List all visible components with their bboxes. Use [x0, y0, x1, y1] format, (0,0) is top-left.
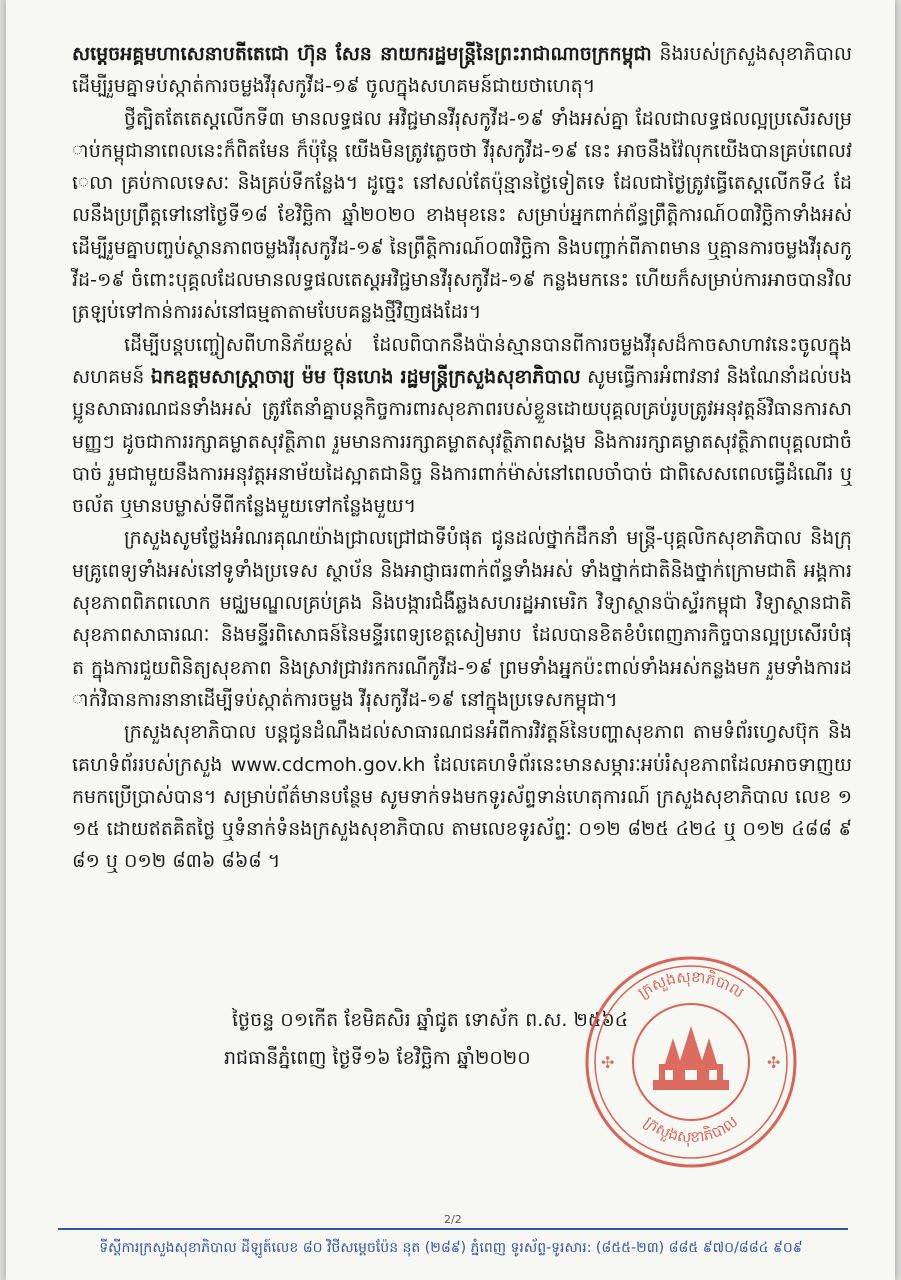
seal-bottom-text: ក្រសួងសុខាភិបាល	[640, 1112, 742, 1147]
svg-text:✣: ✣	[601, 1053, 615, 1072]
date-solar: រាជធានីភ្នំពេញ ថ្ងៃទី១៦ ខែវិច្ឆិកា ឆ្នាំ២០២០	[224, 1047, 531, 1069]
paragraph-3-bold: ឯកឧត្តមសាស្ត្រាចារ្យ ម៉ម ប៊ុនហេង រដ្ឋមន្ត្រីក្រសួងសុខាភិបាល	[150, 365, 581, 388]
paragraph-5: ក្រសួងសុខាភិបាល បន្តជូនដំណឹងដល់សាធារណជនអំពីការវិវត្តន៍នៃបញ្ហាសុខភាព តាមទំព័រហ្វេសប៊ុក និងគេហទំព័ររបស់ក្រសួង www.cdcmoh.gov.kh ដែលគេហទំព័រនេះមានសម្ភារៈអប់រំសុខភាពដែលអាចទាញយកមកប្រើប្រាស់បាន។ សម្រាប់ព័ត៌មានបន្ថែម សូមទាក់ទងមកទូរស័ព្ទទាន់ហេតុការណ៍ ក្រសួងសុខាភិបាល លេខ ១១៥ ដោយឥតគិតថ្លៃ ឬទំនាក់ទំនងក្រសួងសុខាភិបាល តាមលេខទូរស័ព្ទៈ ០១២ ៨២៥ ៤២៤ ឬ ០១២ ៤៨៨ ៩៨១ ឬ ០១២ ៨៣៦ ៨៦៨ ។	[72, 721, 852, 873]
svg-text:✣: ✣	[767, 1053, 781, 1072]
paragraph-4: ក្រសួងសូមថ្លែងអំណរគុណយ៉ាងជ្រាលជ្រៅជាទីបំផុត ជូនដល់ថ្នាក់ដឹកនាំ មន្ត្រី-បុគ្គលិកសុខាភិបាល និងក្រុមគ្រូពេទ្យទាំងអស់នៅទូទាំងប្រទេស ស្ថាប័ន និងអាជ្ញាធរពាក់ព័ន្ធទាំងអស់ ទាំងថ្នាក់ជាតិនិងថ្នាក់ក្រោមជាតិ អង្គការសុខភាពពិភពលោក មជ្ឈមណ្ឌលគ្រប់គ្រង និងបង្ការជំងឺឆ្លងសហរដ្ឋអាមេរិក វិទ្យាស្ថានប៉ាស្ទ័រកម្ពុជា វិទ្យាស្ថានជាតិសុខភាពសាធារណៈ និងមន្ទីរពិសោធន៍នៃមន្ទីរពេទ្យខេត្តសៀមរាប ដែលបានខិតខំបំពេញភារកិច្ចបានល្អប្រសើរបំផុត ក្នុងការជួយពិនិត្យសុខភាព និងស្រាវជ្រាវរកករណីកូវីដ-១៩ ព្រមទាំងអ្នកប៉ះពាល់ទាំងអស់កន្លងមក រួមទាំងការដាក់វិធានការនានាដើម្បីទប់ស្កាត់ការចម្លង វីរុសកូវីដ-១៩ នៅក្នុងប្រទេសកម្ពុជា។	[72, 527, 852, 711]
paragraph-1-bold: សម្ដេចអគ្គមហាសេនាបតីតេជោ ហ៊ុន សែន នាយករដ្ឋមន្ត្រីនៃព្រះរាជាណាចក្រកម្ពុជា	[72, 43, 652, 65]
paragraph-1	[72, 38, 852, 103]
footer-rule	[58, 1228, 848, 1230]
paragraph-3-text-a: ដើម្បីបន្តបញ្ចៀសពីហានិភ័យខ្ពស់ ដែលពិបាកនឹងប៉ាន់ស្មានបានពីការចម្លងវីរុសដ៏កាចសាហាវនេះចូលក្នុងសហគមន៍	[72, 333, 852, 388]
angkor-wat-emblem	[653, 1026, 729, 1090]
paragraph-2: ថ្វីត្បិតតែតេស្តលើកទី៣ មានលទ្ធផល អវិជ្ជមានវីរុសកូវីដ-១៩ ទាំងអស់គ្នា ដែលជាលទ្ធផលល្អប្រសើរសម្រាប់កម្ពុជានាពេលនេះក៏ពិតមែន ក៏ប៉ុន្តែ យើងមិនត្រូវភ្លេចថា វីរុសកូវីដ-១៩ នេះ អាចនឹងវ៉ៃលុកយើងបានគ្រប់ពេលវេលា គ្រប់កាលទេសៈ និងគ្រប់ទីកន្លែង។ ដូច្នេះ នៅសល់តែប៉ុន្មានថ្ងៃទៀតទេ ដែលជាថ្ងៃត្រូវធ្វើតេស្តលើកទី៤ ដែលនឹងប្រព្រឹត្តទៅនៅថ្ងៃទី១៨ ខែវិច្ឆិកា ឆ្នាំ២០២០ ខាងមុខនេះ សម្រាប់អ្នកពាក់ព័ន្ធព្រឹត្តិការណ៍០៣វិច្ឆិកាទាំងអស់ ដើម្បីរួមគ្នាបញ្ចប់ស្ថានភាពចម្លងវីរុសកូវីដ-១៩ នៃព្រឹត្តិការណ៍០៣វិច្ឆិកា និងបញ្ជាក់ពីភាពមាន ឬគ្មានការចម្លងវីរុសកូវីដ-១៩ ចំពោះបុគ្គលដែលមានលទ្ធផលតេស្តអវិជ្ជមានវីរុសកូវីដ-១៩ កន្លងមកនេះ ហើយក៏សម្រាប់ការអាចបានវិលត្រឡប់ទៅកាន់ការរស់នៅធម្មតាតាមបែបគន្លងថ្មីវិញផងដែរ។	[72, 107, 852, 324]
letter-body	[72, 38, 852, 878]
ministry-seal-stamp	[581, 952, 801, 1172]
footer-address: ទីស្តីការក្រសួងសុខាភិបាល ដីឡូត៍លេខ ៨០ វិថីសម្តេចប៉ែន នុត (២៨៩) ភ្នំពេញ ទូរស័ព្ទ-ទូរសារ: (៨៥៥-២៣) ៨៨៥ ៩៧០/៨៨៤ ៩០៩	[99, 1240, 803, 1256]
seal-top-text: ក្រសួងសុខាភិបាល	[634, 967, 748, 1002]
document-page	[6, 0, 895, 1280]
paragraph-3-text-b: សូមធ្វើការអំពាវនាវ និងណែនាំដល់បងប្អូនសាធារណជនទាំងអស់ ត្រូវតែនាំគ្នាបន្តកិច្ចការពារសុខភាពរបស់ខ្លួនដោយបុគ្គលគ្រប់រូបត្រូវអនុវត្តន៍វិធានការសាមញ្ញៗ ដូចជាការរក្សាគម្លាតសុវត្ថិភាព រួមមានការរក្សាគម្លាតសុវត្ថិភាពសង្គម និងការរក្សាគម្លាតសុវត្ថិភាពបុគ្គលជាចំបាច់ រួមជាមួយនឹងការអនុវត្តអនាម័យដៃស្អាតជានិច្ច និងការពាក់ម៉ាស់នៅពេលចាំបាច់ ជាពិសេសពេលធ្វើដំណើរ ឬចល័ត ឬមានបម្លាស់ទីពីកន្លែងមួយទៅកន្លែងមួយ។	[72, 365, 852, 518]
date-lunar: ថ្ងៃចន្ទ ០១កើត ខែមិគសិរ ឆ្នាំជូត ទោស័ក ព.ស. ២៥៦៤	[232, 1009, 629, 1031]
page-number: 2/2	[444, 1213, 462, 1226]
paragraph-1-text: និងរបស់ក្រសួងសុខាភិបាល ដើម្បីរួមគ្នាទប់ស្កាត់ការចម្លងវីរុសកូវីដ-១៩ ចូលក្នុងសហគមន៍ជាយថាហេតុ។	[72, 43, 852, 98]
paragraph-3	[72, 329, 852, 523]
